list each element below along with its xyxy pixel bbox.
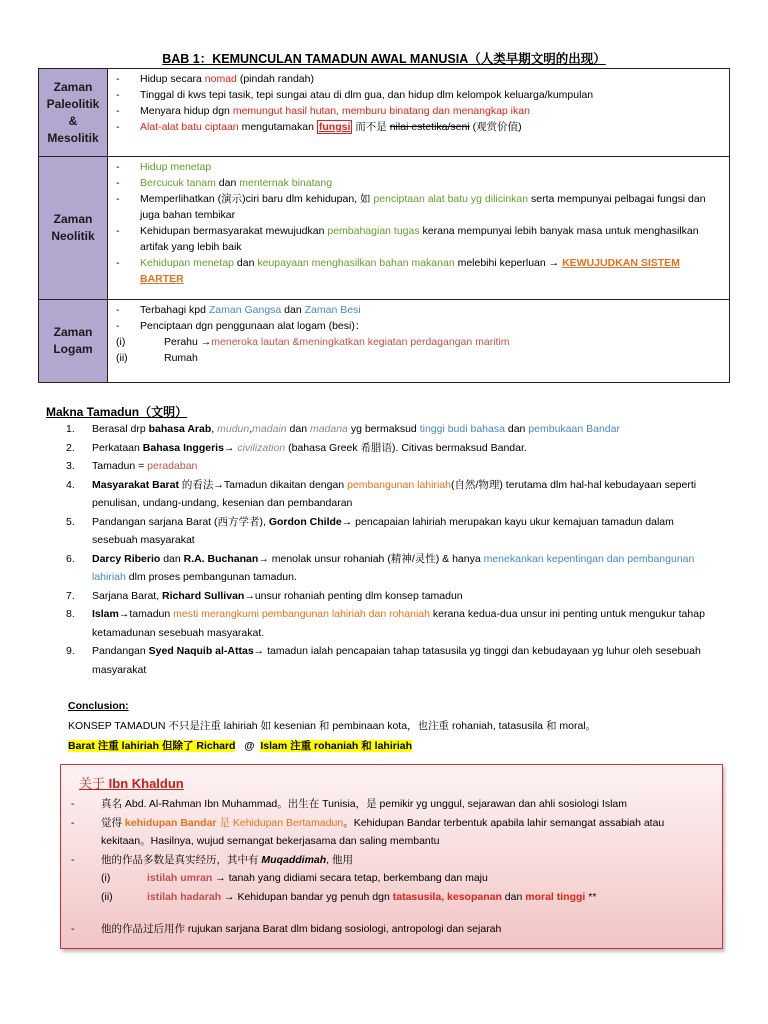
list-item: - Bercucuk tanam dan menternak binatang	[116, 177, 333, 189]
period-label-line: Logam	[53, 342, 93, 356]
list-item: (ii) istilah hadarah → Kehidupan bandar yg penuh dgn tatasusila, kesopanan dan moral tinggi **	[101, 890, 597, 903]
period-label	[39, 300, 108, 383]
period-row-logam	[39, 300, 730, 383]
list-item: 1. Berasal drp bahasa Arab, mudun,madain dan madana yg bermaksud tinggi budi bahasa dan pembukaan Bandar	[66, 423, 620, 435]
ibn-khaldun-body	[71, 795, 713, 939]
list-item: - Kehidupan bermasyarakat mewujudkan pembahagian tugas kerana mempunyai lebih banyak masa untuk menghasilkan artifak yang lebih baik	[116, 225, 699, 253]
period-label	[39, 69, 108, 157]
conclusion-text: KONSEP TAMADUN 不只是注重 lahiriah 如 kesenian 和 pembinaan kota，也注重 rohaniah, tatasusila 和 moral。	[68, 720, 597, 732]
list-item: - 真名 Abd. Al-Rahman Ibn Muhammad。出生在 Tunisia，是 pemikir yg unggul, sejarawan dan ahli sosiologi Islam	[71, 798, 627, 810]
list-item: - Memperlihatkan (演示)ciri baru dlm kehidupan, 如 penciptaan alat batu yg dilicinkan serta mempunyai pelbagai fungsi dan juga bahan tembikar	[116, 193, 706, 221]
list-item: 8. Islam→tamadun mesti merangkumi pembangunan lahiriah dan rohaniah kerana kedua-dua unsur ini penting untuk mengukur tahap ketamadunan sesebuah masyarakat.	[66, 608, 705, 639]
period-label-line: &	[68, 113, 78, 128]
period-content	[108, 300, 730, 383]
ibn-khaldun-heading: 关于 Ibn Khaldun	[79, 776, 184, 791]
list-item: - 他的作品多数是真实经历，其中有 Muqaddimah, 他用	[71, 853, 354, 866]
periods-table	[38, 68, 730, 383]
list-item: 3. Tamadun = peradaban	[66, 460, 198, 472]
highlight-islam: Islam 注重 rohaniah 和 lahiriah	[260, 740, 413, 752]
ibn-khaldun-box	[60, 764, 723, 949]
period-label-line: Zaman	[53, 325, 93, 339]
period-row-paleolitik	[39, 69, 730, 157]
period-label-line: Neolitik	[51, 229, 95, 243]
list-item: - Menyara hidup dgn memungut hasil hutan, memburu binatang dan menangkap ikan	[116, 105, 530, 117]
list-item: - Hidup secara nomad (pindah randah)	[116, 73, 314, 85]
list-item: - Penciptaan dgn penggunaan alat logam (besi)：	[116, 320, 366, 332]
makna-heading: Makna Tamadun（文明）	[46, 405, 188, 419]
period-label-line: Mesolitik	[47, 130, 99, 145]
list-item: (i) Perahu →meneroka lautan &meningkatkan kegiatan perdagangan maritim	[116, 336, 510, 348]
list-item: - Kehidupan menetap dan keupayaan menghasilkan bahan makanan melebihi keperluan → KEWUJUDKAN SISTEM BARTER	[116, 257, 680, 285]
list-item: - 他的作品过后用作 rujukan sarjana Barat dlm bidang sosiologi, antropologi dan sejarah	[71, 923, 502, 935]
makna-list	[40, 420, 720, 679]
period-content	[108, 157, 730, 300]
period-label	[39, 157, 108, 300]
list-item: (i) istilah umran → tanah yang didiami secara tetap, berkembang dan maju	[101, 872, 488, 884]
list-item: 2. Perkataan Bahasa Inggeris→ civilization (bahasa Greek 希腊语). Citivas bermaksud Bandar.	[66, 441, 527, 454]
highlight-barat: Barat 注重 lahiriah 但除了 Richard	[68, 740, 236, 752]
list-item: - Hidup menetap	[116, 161, 212, 173]
list-item: 5. Pandangan sarjana Barat (西方学者), Gordon Childe→ pencapaian lahiriah merupakan kayu ukur kemajuan tamadun dalam sesebuah masyarakat	[66, 515, 674, 546]
page-title: BAB 1：KEMUNCULAN TAMADUN AWAL MANUSIA（人类早期文明的出现）	[162, 52, 606, 66]
period-content	[108, 69, 730, 157]
list-item: - Tinggal di kws tepi tasik, tepi sungai atau di dlm gua, dan hidup dlm kelompok keluarga/kumpulan	[116, 89, 594, 101]
list-item: - Terbahagi kpd Zaman Gangsa dan Zaman Besi	[116, 304, 361, 316]
period-row-neolitik	[39, 157, 730, 300]
list-item: - 觉得 kehidupan Bandar 是 Kehidupan Bertamadun。Kehidupan Bandar terbentuk apabila lahir semangat assabiah atau kekitaan。Hasilnya, wujud semangat bekerjasama dan saling membantu	[71, 816, 665, 847]
period-label-line: Zaman	[53, 212, 93, 226]
period-label-line: Paleolitik	[46, 96, 100, 111]
list-item: 7. Sarjana Barat, Richard Sullivan→unsur rohaniah penting dlm konsep tamadun	[66, 589, 463, 602]
conclusion-highlight	[68, 738, 412, 753]
list-item: (ii) Rumah	[116, 352, 198, 364]
separator: @	[244, 740, 255, 752]
conclusion-heading: Conclusion:	[68, 700, 129, 712]
list-item: 4. Masyarakat Barat 的看法→Tamadun dikaitan dengan pembangunan lahiriah(自然/物理) terutama dlm hal-hal kebudayaan seperti penulisan, undang-undang, kesenian dan pembandaran	[66, 478, 697, 509]
period-label-line: Zaman	[53, 79, 93, 94]
list-item: - Alat-alat batu ciptaan mengutamakan fungsi 而不是 nilai estetika/seni (观赏价值)	[116, 121, 522, 133]
list-item: 6. Darcy Riberio dan R.A. Buchanan→ menolak unsur rohaniah (精神/灵性) & hanya menekankan kepentingan dan pembangunan lahiriah dlm proses pembangunan tamadun.	[66, 552, 695, 583]
list-item: 9. Pandangan Syed Naquib al-Attas→ tamadun ialah pencapaian tahap tatasusila yg tinggi dan kebudayaan yg luhur oleh sesebuah masyarakat	[66, 645, 701, 676]
